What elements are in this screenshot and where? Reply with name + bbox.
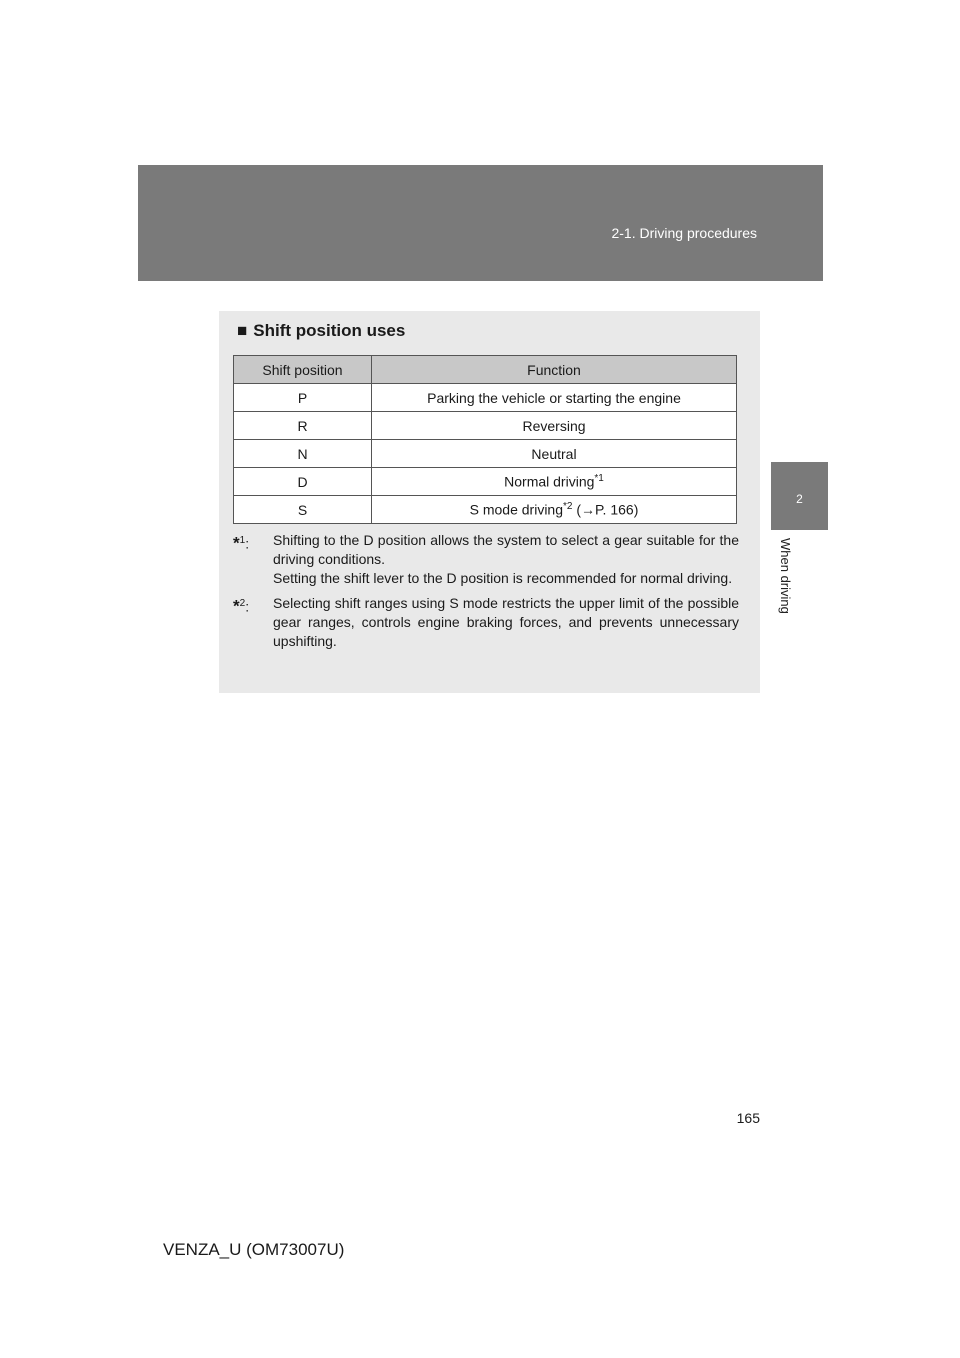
function-text: S mode driving [469, 501, 564, 518]
info-box [219, 311, 760, 693]
footnote-number: 2 [239, 598, 246, 609]
footnote-marker: *1 [594, 473, 604, 485]
table-row [234, 496, 737, 524]
function-cell [372, 496, 737, 524]
info-heading [237, 321, 405, 341]
shift-position-cell: P [234, 384, 372, 412]
footnote-body [273, 531, 739, 588]
function-cell [372, 468, 737, 496]
table-row [234, 412, 737, 440]
info-heading-text: Shift position uses [253, 321, 406, 340]
square-bullet-icon: ■ [237, 321, 248, 340]
column-header-function: Function [372, 356, 737, 384]
footnote-text-second: Setting the shift lever to the D position is recommended for normal driving. [273, 570, 733, 586]
chapter-number: 2 [796, 492, 803, 506]
page-reference-link[interactable]: (→P. 166) [572, 501, 639, 518]
shift-position-cell: R [234, 412, 372, 440]
footnote-1 [233, 531, 739, 588]
shift-position-cell: D [234, 468, 372, 496]
page-number: 165 [736, 1110, 760, 1126]
footnote-text: Selecting shift ranges using S mode restricts the upper limit of the possible gear ranges, controls engine braking forces, and prevents unnecessary upshifting. [273, 595, 739, 649]
function-cell [372, 412, 737, 440]
footnote-body [273, 594, 739, 651]
function-text: Normal driving [504, 473, 595, 490]
asterisk: * [233, 533, 240, 553]
footnote-2 [233, 594, 739, 651]
function-cell [372, 384, 737, 412]
shift-position-cell: S [234, 496, 372, 524]
table-row [234, 468, 737, 496]
shift-position-cell: N [234, 440, 372, 468]
function-text: Neutral [531, 445, 577, 462]
footnote-marker: *2 [563, 501, 573, 513]
footnote-text: Shifting to the D position allows the system to select a gear suitable for the driving conditions. [273, 532, 739, 567]
table-row [234, 384, 737, 412]
column-header-shift-position: Shift position [234, 356, 372, 384]
chapter-label-text: When driving [778, 538, 793, 614]
function-cell [372, 440, 737, 468]
shift-position-table [233, 355, 737, 524]
chapter-label [773, 538, 793, 628]
table-header-row [234, 356, 737, 384]
chapter-tab[interactable] [771, 462, 828, 530]
footnotes [233, 531, 739, 657]
asterisk: * [233, 596, 240, 616]
footnote-mark: *$^1$: [233, 533, 250, 553]
footnote-mark: *$^2$: [233, 596, 250, 616]
function-text: Parking the vehicle or starting the engine [427, 389, 681, 406]
function-text: Reversing [522, 417, 586, 434]
section-title: 2-1. Driving procedures [611, 225, 757, 241]
header-bar [138, 165, 823, 281]
document-code: VENZA_U (OM73007U) [163, 1240, 345, 1259]
footnote-number: 1 [239, 535, 246, 546]
table-row [234, 440, 737, 468]
